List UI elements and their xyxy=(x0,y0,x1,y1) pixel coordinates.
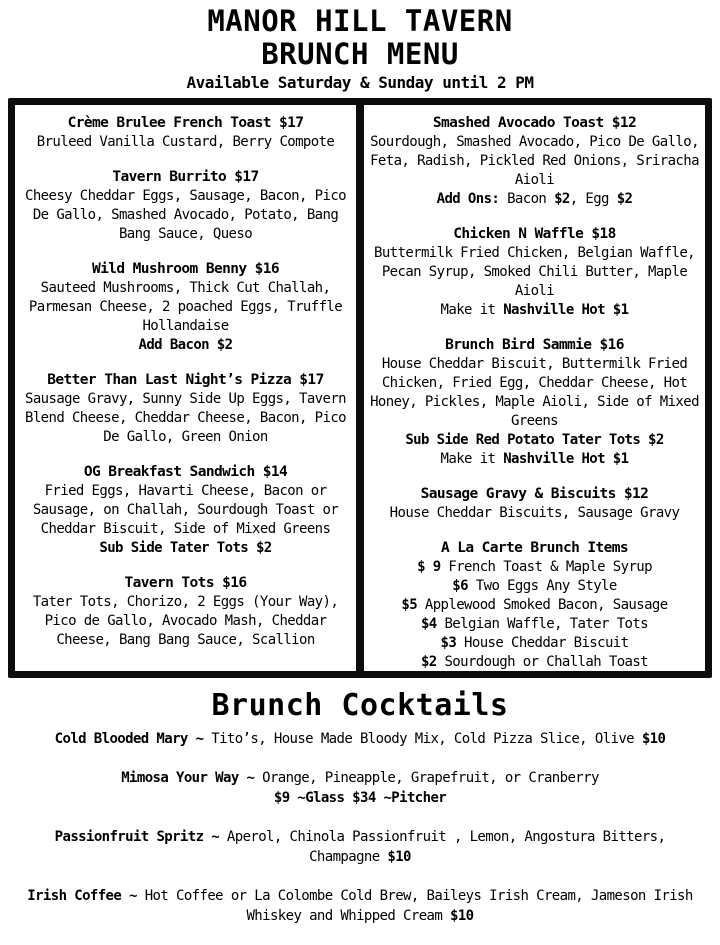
menu-item xyxy=(20,371,351,447)
item-description: Tater Tots, Chorizo, 2 Eggs (Your Way), Pico de Gallo, Avocado Mash, Cheddar Cheese, Bang Bang Sauce, Scallion xyxy=(32,594,339,648)
bold-text: $3 xyxy=(440,635,465,651)
item-note xyxy=(369,577,700,596)
text: Tito’s, House Made Bloody Mix, Cold Pizza Slice, Olive xyxy=(203,731,642,747)
item-name-price: Crème Brulee French Toast $17 xyxy=(67,115,304,131)
bold-text: Nashville Hot $1 xyxy=(503,451,629,467)
menu-item xyxy=(369,114,700,209)
bold-text: Irish Coffee ~ xyxy=(27,888,137,904)
bold-text: Nashville Hot $1 xyxy=(503,302,629,318)
text: , Egg xyxy=(569,191,617,207)
menu-item xyxy=(369,485,700,523)
availability-subtitle: Available Saturday & Sunday until 2 PM xyxy=(186,73,534,92)
menu-column-left xyxy=(15,105,364,671)
cocktails-title: Brunch Cocktails xyxy=(211,688,509,723)
item-description: Sauteed Mushrooms, Thick Cut Challah, Parmesan Cheese, 2 poached Eggs, Truffle Hollandaise xyxy=(28,280,343,334)
menu-item xyxy=(369,225,700,320)
menu-box xyxy=(8,98,712,678)
cocktail-line xyxy=(24,729,696,749)
menu-item xyxy=(20,114,351,152)
text: Sourdough or Challah Toast xyxy=(444,654,649,670)
cocktail-item xyxy=(24,886,696,926)
text: Make it xyxy=(440,302,504,318)
cocktail-item xyxy=(24,729,696,749)
menu-item xyxy=(369,539,700,671)
bold-text: Add Ons: xyxy=(436,191,508,207)
bold-text: Cold Blooded Mary ~ xyxy=(54,731,204,747)
text: Belgian Waffle, Tater Tots xyxy=(444,616,649,632)
text: Hot Coffee or La Colombe Cold Brew, Baileys Irish Cream, Jameson Irish Whiskey and Whipped Cream xyxy=(136,888,693,924)
menu-column-right xyxy=(364,105,705,671)
bold-text: $2 xyxy=(554,191,570,207)
item-name-price: Smashed Avocado Toast $12 xyxy=(432,115,637,131)
bold-text: Passionfruit Spritz ~ xyxy=(54,829,220,845)
cocktail-line xyxy=(24,827,696,867)
bold-text: Mimosa Your Way ~ xyxy=(121,770,255,786)
text: Two Eggs Any Style xyxy=(475,578,617,594)
item-description: House Cheddar Biscuit, Buttermilk Fried Chicken, Fried Egg, Cheddar Cheese, Hot Honey, Pickles, Maple Aioli, Side of Mixed Greens xyxy=(370,356,699,429)
bold-text: $ 9 xyxy=(417,559,449,575)
bold-text: $2 xyxy=(420,654,445,670)
item-name-price: A La Carte Brunch Items xyxy=(441,540,628,556)
restaurant-name: MANOR HILL TAVERN xyxy=(207,4,513,38)
page-header xyxy=(0,0,720,93)
item-note xyxy=(369,190,700,209)
item-note xyxy=(369,558,700,577)
item-name-price: Chicken N Waffle $18 xyxy=(453,226,616,242)
bold-text: $9 ~Glass $34 ~Pitcher xyxy=(273,790,447,806)
item-name-price: Wild Mushroom Benny $16 xyxy=(92,261,279,277)
item-note xyxy=(369,301,700,320)
item-note xyxy=(369,431,700,450)
bold-text: $10 xyxy=(641,731,666,747)
bold-text: Add Bacon $2 xyxy=(138,337,233,353)
item-description: Sausage Gravy, Sunny Side Up Eggs, Tavern Blend Cheese, Cheddar Cheese, Bacon, Pico De Gallo, Green Onion xyxy=(25,391,346,445)
cocktail-line xyxy=(24,788,696,808)
item-name-price: Sausage Gravy & Biscuits $12 xyxy=(420,486,649,502)
item-note xyxy=(369,653,700,671)
item-note xyxy=(369,450,700,469)
item-description: Sourdough, Smashed Avocado, Pico De Gallo, Feta, Radish, Pickled Red Onions, Sriracha Aioli xyxy=(370,134,699,188)
text: Applewood Smoked Bacon, Sausage xyxy=(424,597,668,613)
bold-text: $4 xyxy=(420,616,445,632)
text: Aperol, Chinola Passionfruit , Lemon, Angostura Bitters, Champagne xyxy=(219,829,666,865)
item-name-price: OG Breakfast Sandwich $14 xyxy=(83,464,288,480)
menu-item xyxy=(369,336,700,469)
text: Make it xyxy=(440,451,504,467)
cocktail-item xyxy=(24,827,696,867)
cocktails-list xyxy=(0,729,720,926)
text: French Toast & Maple Syrup xyxy=(448,559,652,575)
item-description: House Cheddar Biscuits, Sausage Gravy xyxy=(389,505,680,521)
cocktail-line xyxy=(24,886,696,926)
menu-title: BRUNCH MENU xyxy=(261,37,459,71)
item-note xyxy=(369,615,700,634)
item-name-price: Brunch Bird Sammie $16 xyxy=(445,337,624,353)
item-note xyxy=(369,634,700,653)
item-description: Buttermilk Fried Chicken, Belgian Waffle, Pecan Syrup, Smoked Chili Butter, Maple Aioli xyxy=(374,245,695,299)
item-name-price: Tavern Burrito $17 xyxy=(112,169,259,185)
menu-item xyxy=(20,463,351,558)
text: Bacon xyxy=(507,191,555,207)
bold-text: $5 xyxy=(401,597,425,613)
item-name-price: Better Than Last Night’s Pizza $17 xyxy=(47,372,324,388)
menu-item xyxy=(20,574,351,650)
item-description: Bruleed Vanilla Custard, Berry Compote xyxy=(36,134,335,150)
bold-text: Sub Side Red Potato Tater Tots $2 xyxy=(405,432,664,448)
item-note xyxy=(20,539,351,558)
item-name-price: Tavern Tots $16 xyxy=(124,575,247,591)
item-description: Cheesy Cheddar Eggs, Sausage, Bacon, Pico De Gallo, Smashed Avocado, Potato, Bang Bang Sauce, Queso xyxy=(25,188,346,242)
bold-text: $2 xyxy=(616,191,633,207)
cocktails-section xyxy=(0,687,720,926)
menu-item xyxy=(20,168,351,244)
item-description: Fried Eggs, Havarti Cheese, Bacon or Sausage, on Challah, Sourdough Toast or Cheddar Biscuit, Side of Mixed Greens xyxy=(32,483,339,537)
menu-item xyxy=(20,260,351,355)
bold-text: $10 xyxy=(387,849,411,865)
text: House Cheddar Biscuit xyxy=(464,635,629,651)
bold-text: $10 xyxy=(450,908,474,924)
item-note xyxy=(20,336,351,355)
cocktail-line xyxy=(24,768,696,788)
text: Orange, Pineapple, Grapefruit, or Cranberry xyxy=(254,770,599,786)
cocktail-item xyxy=(24,768,696,808)
bold-text: Sub Side Tater Tots $2 xyxy=(99,540,272,556)
item-note xyxy=(369,596,700,615)
bold-text: $6 xyxy=(452,578,476,594)
